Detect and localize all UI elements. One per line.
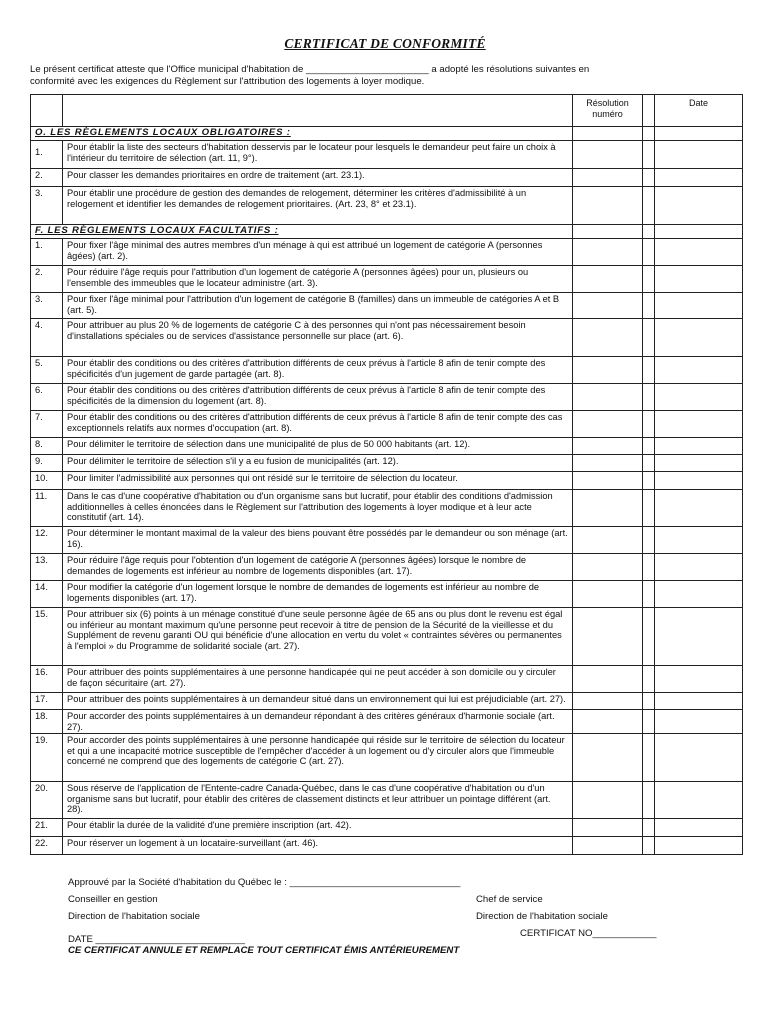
date-line: DATE ____________________________ [68, 934, 245, 945]
spacer-cell [643, 837, 655, 855]
resolution-number-cell[interactable] [573, 710, 643, 734]
direction-left-label: Direction de l'habitation sociale [68, 911, 200, 922]
date-cell[interactable] [655, 169, 743, 187]
table-row [31, 455, 743, 472]
table-row [31, 693, 743, 710]
section-obligatoires-gap-cell [643, 127, 655, 141]
date-cell[interactable] [655, 187, 743, 225]
spacer-cell [643, 141, 655, 169]
table-row [31, 239, 743, 266]
facultatif-item-text: Sous réserve de l'application de l'Entente-cadre Canada-Québec, dans le cas d'une coopérative d'habitation ou d'un organisme sans but lucratif, pour établir des critères de classement distincts et leur attribuer un pointage différent (art. 28). [63, 782, 573, 819]
date-cell[interactable] [655, 472, 743, 490]
table-row [31, 357, 743, 384]
spacer-cell [643, 527, 655, 554]
facultatif-item-text: Pour accorder des points supplémentaires à un demandeur répondant à des critères généraux d'harmonie sociale (art. 27). [63, 710, 573, 734]
spacer-cell [643, 438, 655, 455]
facultatif-item-number: 13. [31, 554, 63, 581]
spacer-cell [643, 187, 655, 225]
date-cell[interactable] [655, 455, 743, 472]
facultatif-item-number: 1. [31, 239, 63, 266]
date-cell[interactable] [655, 608, 743, 666]
section-facultatifs-row [31, 225, 743, 239]
date-cell[interactable] [655, 710, 743, 734]
spacer-cell [643, 710, 655, 734]
facultatif-item-number: 21. [31, 819, 63, 837]
header-text-cell [63, 95, 573, 127]
facultatif-item-text: Pour fixer l'âge minimal pour l'attribution d'un logement de catégorie B (familles) dans un immeuble de catégories A et B (art. 5). [63, 293, 573, 319]
header-num-cell [31, 95, 63, 127]
date-cell[interactable] [655, 734, 743, 782]
date-cell[interactable] [655, 666, 743, 693]
facultatif-item-number: 3. [31, 293, 63, 319]
table-row [31, 293, 743, 319]
facultatif-item-number: 22. [31, 837, 63, 855]
section-obligatoires-res-cell [573, 127, 643, 141]
facultatif-item-text: Pour réduire l'âge requis pour l'attribution d'un logement de catégorie A (personnes âgées) pour un, plusieurs ou l'ensemble des immeubles que le locateur administre (art. 3). [63, 266, 573, 293]
intro-paragraph [30, 64, 730, 88]
section-facultatifs-date-cell [655, 225, 743, 239]
date-cell[interactable] [655, 782, 743, 819]
spacer-cell [643, 455, 655, 472]
date-cell[interactable] [655, 141, 743, 169]
spacer-cell [643, 266, 655, 293]
chef-label: Chef de service [476, 894, 543, 905]
table-row [31, 819, 743, 837]
table-row [31, 554, 743, 581]
spacer-cell [643, 581, 655, 608]
spacer-cell [643, 734, 655, 782]
section-obligatoires-row [31, 127, 743, 141]
facultatif-item-text: Pour attribuer au plus 20 % de logements de catégorie C à des personnes qui n'ont pas nécessairement besoin d'installations spéciales ou de services d'assistance personnelle sur place (art. 6). [63, 319, 573, 357]
spacer-cell [643, 819, 655, 837]
facultatif-item-text: Pour réduire l'âge requis pour l'obtention d'un logement de catégorie A (personnes âgées) lorsque le nombre de demandes de logements est inférieur au nombre de logements disponibles (art. 17). [63, 554, 573, 581]
table-row [31, 319, 743, 357]
facultatif-item-number: 8. [31, 438, 63, 455]
date-cell[interactable] [655, 819, 743, 837]
table-row [31, 490, 743, 527]
facultatif-item-number: 16. [31, 666, 63, 693]
date-cell[interactable] [655, 438, 743, 455]
table-row [31, 384, 743, 411]
table-row [31, 710, 743, 734]
section-obligatoires-date-cell [655, 127, 743, 141]
direction-right-label: Direction de l'habitation sociale [476, 911, 608, 922]
header-resolution: Résolution numéro [573, 95, 643, 127]
resolution-number-cell[interactable] [573, 141, 643, 169]
facultatif-item-number: 6. [31, 384, 63, 411]
resolution-number-cell[interactable] [573, 384, 643, 411]
facultatif-item-text: Pour accorder des points supplémentaires à une personne handicapée qui réside sur le territoire de sélection du locateur et qui a une incapacité motrice susceptible de l'empêcher d'accéder à un logement ou d'y circuler alors que l'immeuble concerné ne comprend que des logements de catégorie C (art. 27). [63, 734, 573, 782]
conseiller-label: Conseiller en gestion [68, 894, 158, 905]
facultatif-item-number: 20. [31, 782, 63, 819]
facultatif-item-number: 15. [31, 608, 63, 666]
resolution-number-cell[interactable] [573, 293, 643, 319]
resolution-number-cell[interactable] [573, 438, 643, 455]
header-date: Date [655, 95, 743, 127]
date-cell[interactable] [655, 239, 743, 266]
facultatif-item-text: Pour délimiter le territoire de sélection s'il y a eu fusion de municipalités (art. 12). [63, 455, 573, 472]
facultatif-item-text: Pour établir des conditions ou des critères d'attribution différents de ceux prévus à l'article 8 afin de tenir compte des cas exceptionnels relatifs aux normes d'occupation (art. 8). [63, 411, 573, 438]
spacer-cell [643, 490, 655, 527]
resolution-number-cell[interactable] [573, 581, 643, 608]
facultatif-item-number: 10. [31, 472, 63, 490]
table-row [31, 438, 743, 455]
table-row [31, 837, 743, 855]
obligatoire-item-number: 1. [31, 141, 63, 169]
spacer-cell [643, 411, 655, 438]
table-row [31, 169, 743, 187]
table-row [31, 187, 743, 225]
spacer-cell [643, 693, 655, 710]
facultatif-item-number: 19. [31, 734, 63, 782]
facultatif-item-text: Pour limiter l'admissibilité aux personnes qui ont résidé sur le territoire de sélection du locateur. [63, 472, 573, 490]
obligatoire-item-text: Pour établir une procédure de gestion des demandes de relogement, déterminer les critères d'admissibilité à un relogement et identifier les demandes de relogement prioritaires. (Art. 23, 8° et 23.1). [63, 187, 573, 225]
facultatif-item-number: 2. [31, 266, 63, 293]
facultatif-item-number: 5. [31, 357, 63, 384]
resolution-number-cell[interactable] [573, 169, 643, 187]
resolution-number-cell[interactable] [573, 472, 643, 490]
approved-line: Approuvé par la Société d'habitation du Québec le : ________________________________ [68, 877, 461, 888]
obligatoire-item-text: Pour classer les demandes prioritaires en ordre de traitement (art. 23.1). [63, 169, 573, 187]
resolution-number-cell[interactable] [573, 608, 643, 666]
facultatif-item-text: Pour établir des conditions ou des critères d'attribution différents de ceux prévus à l'article 8 afin de tenir compte des spécificités d'un jugement de garde partagée (art. 8). [63, 357, 573, 384]
facultatif-item-text: Pour fixer l'âge minimal des autres membres d'un ménage à qui est attribué un logement de catégorie A (personnes âgées) (art. 2). [63, 239, 573, 266]
section-facultatifs-res-cell [573, 225, 643, 239]
resolution-number-cell[interactable] [573, 411, 643, 438]
date-cell[interactable] [655, 693, 743, 710]
date-cell[interactable] [655, 319, 743, 357]
header-gap [643, 95, 655, 127]
table-row [31, 666, 743, 693]
table-row [31, 141, 743, 169]
resolution-number-cell[interactable] [573, 554, 643, 581]
spacer-cell [643, 782, 655, 819]
spacer-cell [643, 554, 655, 581]
table-row [31, 472, 743, 490]
facultatif-item-text: Pour attribuer six (6) points à un ménage constitué d'une seule personne âgée de 65 ans ou plus dont le revenu est égal ou inférieur au montant maximum qu'une personne peut recevoir à titre de pension de la Sécurité de la vieillesse et du Supplément de revenu garanti OU qui bénéficie d'une allocation en vertu du volet « contraintes sévères ou permanentes à l'emploi » du Programme de solidarité sociale (art. 27). [63, 608, 573, 666]
table-row [31, 608, 743, 666]
intro-line-1: Le présent certificat atteste que l'Office municipal d'habitation de _______________________ a adopté les résolutions suivantes en [30, 64, 590, 75]
resolution-number-cell[interactable] [573, 666, 643, 693]
spacer-cell [643, 384, 655, 411]
obligatoire-item-number: 2. [31, 169, 63, 187]
facultatif-item-number: 11. [31, 490, 63, 527]
date-cell[interactable] [655, 581, 743, 608]
resolution-number-cell[interactable] [573, 819, 643, 837]
section-facultatifs-heading: F. LES RÈGLEMENTS LOCAUX FACULTATIFS : [31, 225, 573, 239]
resolution-number-cell[interactable] [573, 782, 643, 819]
obligatoire-item-number: 3. [31, 187, 63, 225]
table-row [31, 782, 743, 819]
spacer-cell [643, 239, 655, 266]
facultatif-item-text: Pour établir des conditions ou des critères d'attribution différents de ceux prévus à l'article 8 afin de tenir compte des spécificités de la dimension du logement (art. 8). [63, 384, 573, 411]
table-row [31, 734, 743, 782]
date-cell[interactable] [655, 527, 743, 554]
section-obligatoires-heading: O. LES RÈGLEMENTS LOCAUX OBLIGATOIRES : [31, 127, 573, 141]
resolution-number-cell[interactable] [573, 187, 643, 225]
spacer-cell [643, 319, 655, 357]
facultatif-item-number: 4. [31, 319, 63, 357]
intro-line-2: conformité avec les exigences du Règlement sur l'attribution des logements à loyer modique. [30, 76, 425, 87]
certificat-number: CERTIFICAT NO____________ [520, 928, 657, 939]
facultatif-item-text: Dans le cas d'une coopérative d'habitation ou d'un organisme sans but lucratif, pour établir des conditions d'admission additionnelles à celles énoncées dans le Règlement sur l'attribution des logements à loyer modique et à leur acte constitutif (art. 14). [63, 490, 573, 527]
spacer-cell [643, 472, 655, 490]
header-row [31, 95, 743, 127]
date-cell[interactable] [655, 554, 743, 581]
spacer-cell [643, 169, 655, 187]
date-cell[interactable] [655, 357, 743, 384]
date-cell[interactable] [655, 293, 743, 319]
resolution-number-cell[interactable] [573, 357, 643, 384]
table-row [31, 411, 743, 438]
cancellation-notice: CE CERTIFICAT ANNULE ET REMPLACE TOUT CERTIFICAT ÉMIS ANTÉRIEUREMENT [68, 945, 460, 956]
resolution-number-cell[interactable] [573, 490, 643, 527]
facultatif-item-text: Pour réserver un logement à un locataire-surveillant (art. 46). [63, 837, 573, 855]
facultatif-item-number: 17. [31, 693, 63, 710]
resolution-number-cell[interactable] [573, 837, 643, 855]
resolution-number-cell[interactable] [573, 734, 643, 782]
facultatif-item-number: 9. [31, 455, 63, 472]
table-row [31, 266, 743, 293]
date-cell[interactable] [655, 411, 743, 438]
facultatif-item-text: Pour déterminer le montant maximal de la valeur des biens pouvant être possédés par le demandeur ou son ménage (art. 16). [63, 527, 573, 554]
facultatif-item-text: Pour attribuer des points supplémentaires à un demandeur situé dans un environnement qui lui est préjudiciable (art. 27). [63, 693, 573, 710]
spacer-cell [643, 357, 655, 384]
resolutions-table [30, 94, 743, 855]
spacer-cell [643, 666, 655, 693]
date-cell[interactable] [655, 384, 743, 411]
facultatif-item-number: 18. [31, 710, 63, 734]
resolution-number-cell[interactable] [573, 455, 643, 472]
date-cell[interactable] [655, 837, 743, 855]
date-cell[interactable] [655, 266, 743, 293]
resolution-number-cell[interactable] [573, 693, 643, 710]
obligatoire-item-text: Pour établir la liste des secteurs d'habitation desservis par le locateur pour lesquels le demandeur peut faire un choix à l'intérieur du territoire de sélection (art. 11, 9°). [63, 141, 573, 169]
resolution-number-cell[interactable] [573, 319, 643, 357]
spacer-cell [643, 608, 655, 666]
facultatif-item-text: Pour établir la durée de la validité d'une première inscription (art. 42). [63, 819, 573, 837]
section-facultatifs-gap-cell [643, 225, 655, 239]
facultatif-item-number: 12. [31, 527, 63, 554]
facultatif-item-text: Pour délimiter le territoire de sélection dans une municipalité de plus de 50 000 habitants (art. 12). [63, 438, 573, 455]
facultatif-item-text: Pour attribuer des points supplémentaires à une personne handicapée qui ne peut accéder à son domicile ou y circuler de façon sécuritaire (art. 27). [63, 666, 573, 693]
facultatif-item-number: 14. [31, 581, 63, 608]
facultatif-item-text: Pour modifier la catégorie d'un logement lorsque le nombre de demandes de logements est inférieur au nombre de logements disponibles (art. 17). [63, 581, 573, 608]
spacer-cell [643, 293, 655, 319]
table-row [31, 581, 743, 608]
facultatif-item-number: 7. [31, 411, 63, 438]
date-cell[interactable] [655, 490, 743, 527]
document-title: CERTIFICAT DE CONFORMITÉ [284, 36, 486, 51]
resolution-number-cell[interactable] [573, 266, 643, 293]
resolution-number-cell[interactable] [573, 239, 643, 266]
table-row [31, 527, 743, 554]
resolution-number-cell[interactable] [573, 527, 643, 554]
